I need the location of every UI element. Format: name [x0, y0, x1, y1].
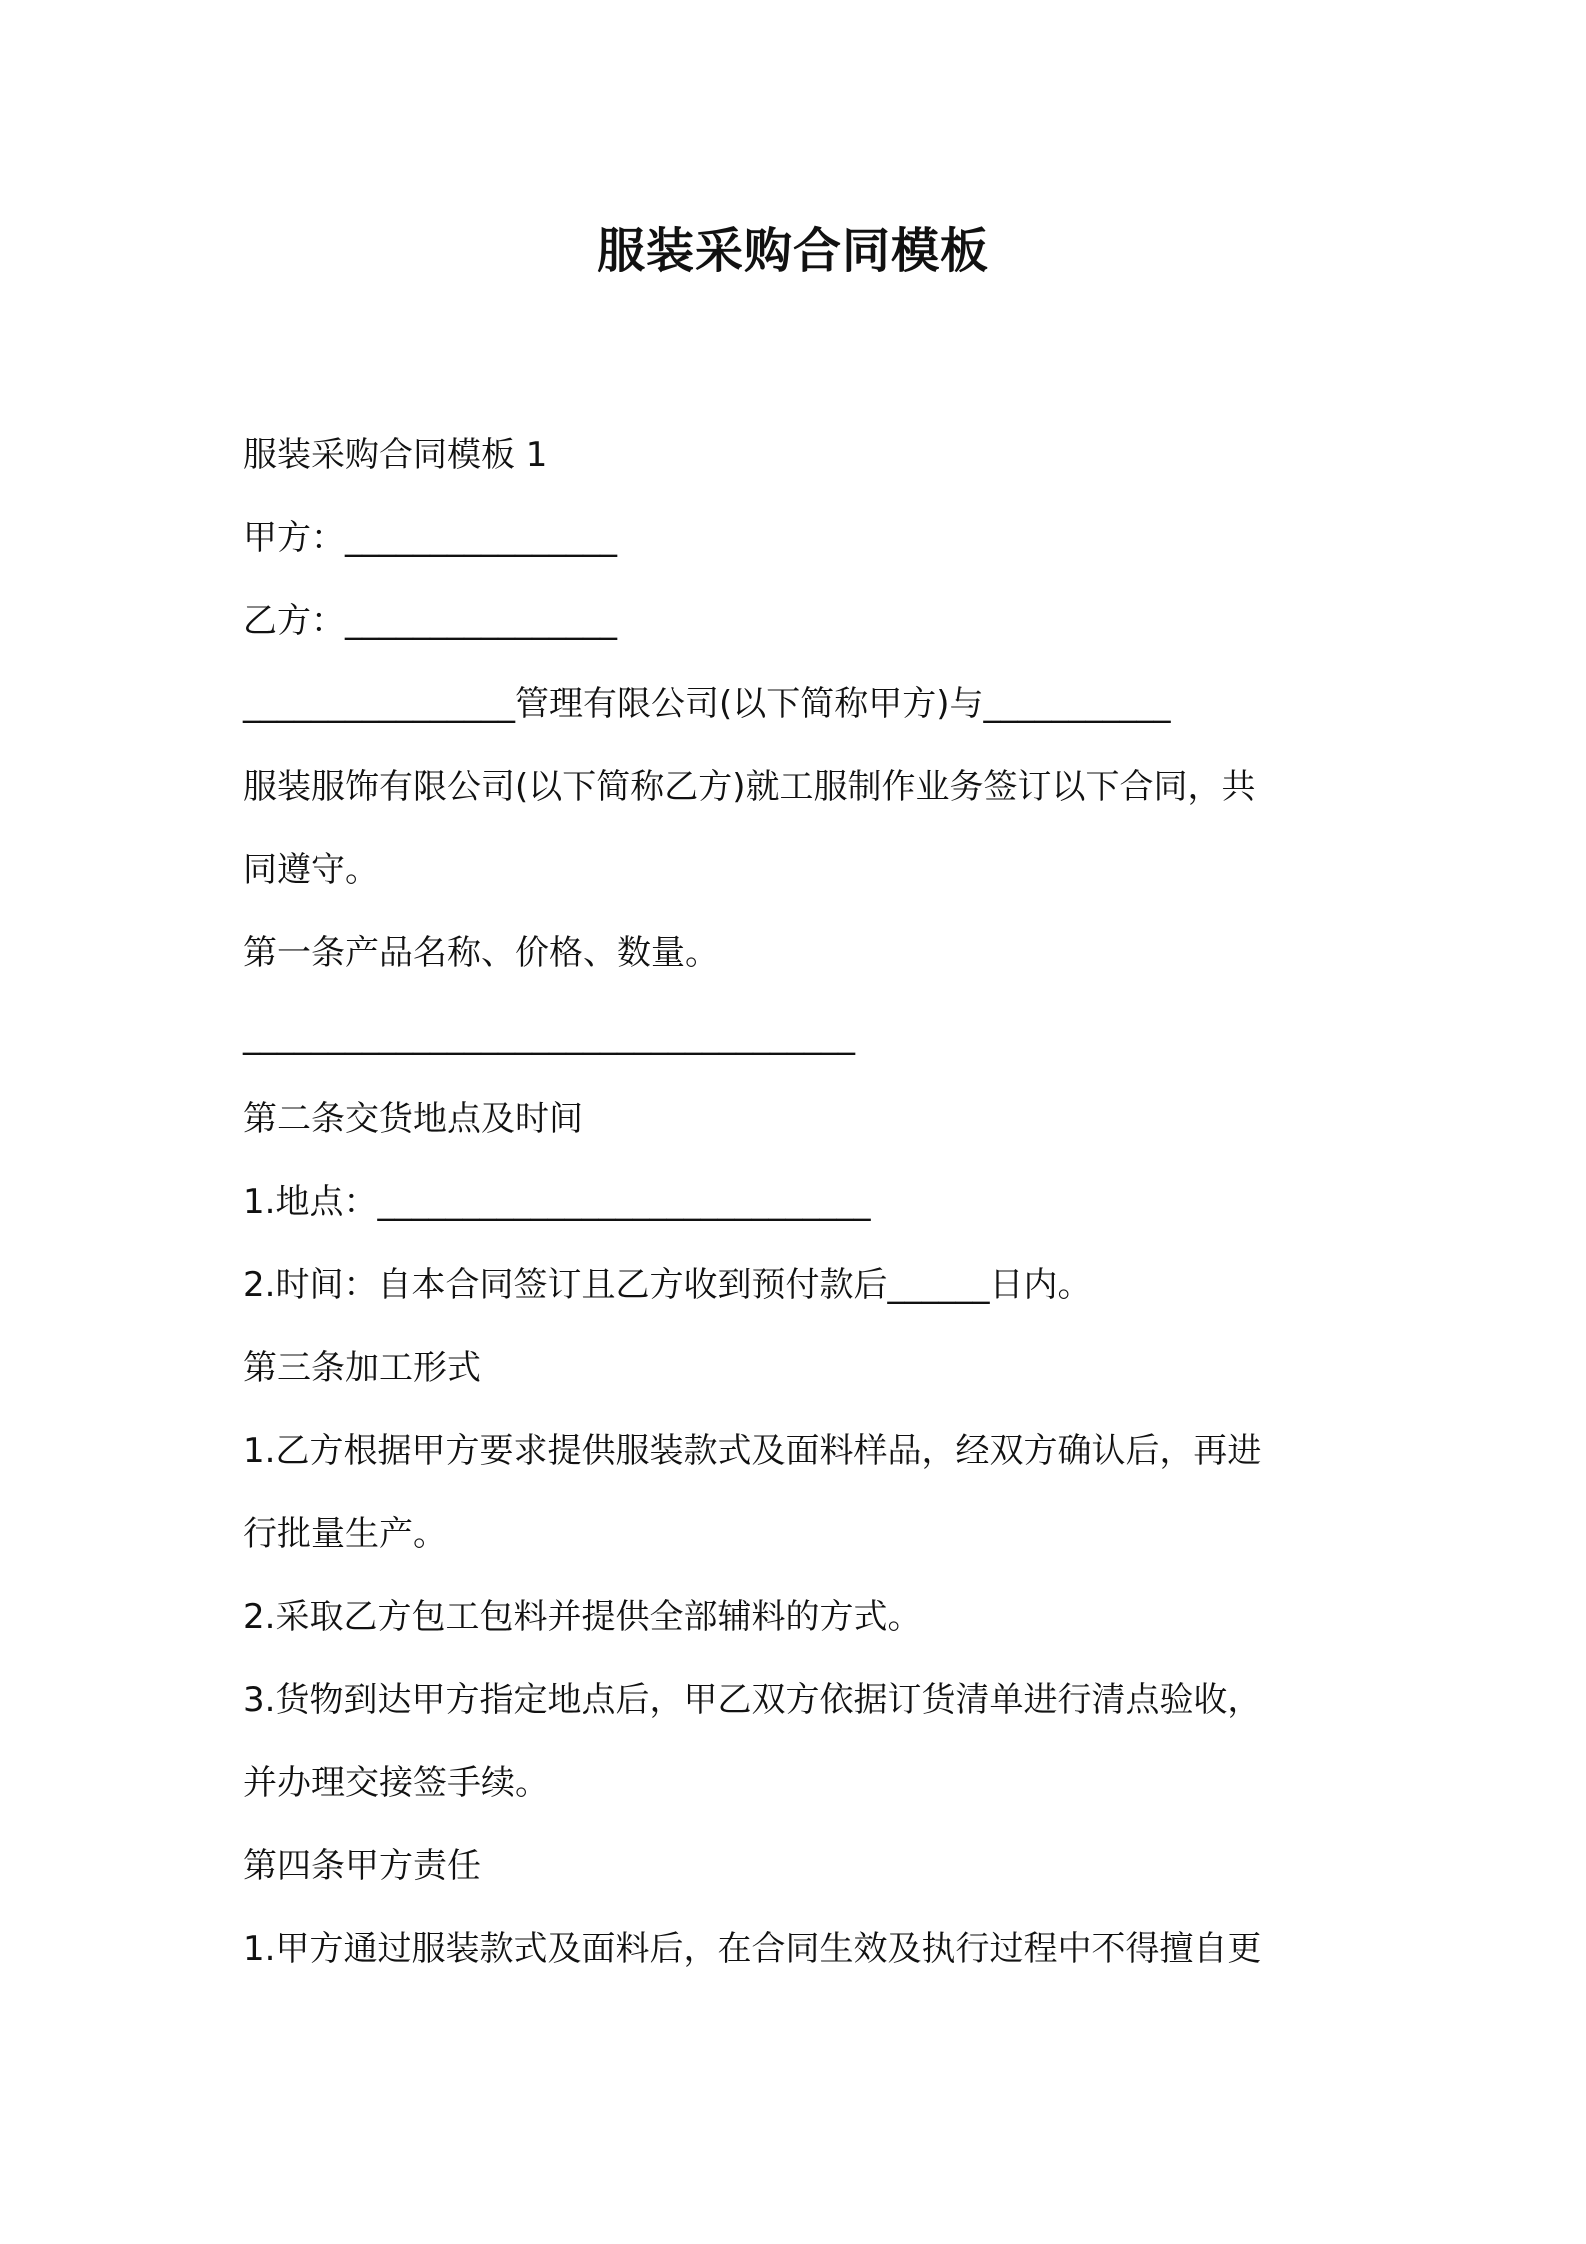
list-item: 2.采取乙方包工包料并提供全部辅料的方式。: [243, 1597, 922, 1637]
paragraph-line: ________________管理有限公司(以下简称甲方)与___________: [243, 684, 1171, 724]
list-item: 并办理交接签手续。: [243, 1763, 549, 1803]
list-item: 行批量生产。: [243, 1514, 447, 1554]
list-item: 3.货物到达甲方指定地点后，甲乙双方依据订货清单进行清点验收，: [243, 1680, 1262, 1720]
party-a-line: 甲方：________________: [243, 518, 617, 558]
document-body: [243, 414, 1363, 1991]
article-heading: 第三条加工形式: [243, 1348, 481, 1388]
party-b-line: 乙方：________________: [243, 601, 617, 641]
paragraph-line: 同遵守。: [243, 850, 379, 890]
article-heading: 第四条甲方责任: [243, 1846, 481, 1886]
article-heading: 第一条产品名称、价格、数量。: [243, 933, 719, 973]
article-heading: 第二条交货地点及时间: [243, 1099, 583, 1139]
list-item: 1.乙方根据甲方要求提供服装款式及面料样品，经双方确认后，再进: [243, 1431, 1262, 1471]
list-item: 1.甲方通过服装款式及面料后，在合同生效及执行过程中不得擅自更: [243, 1929, 1262, 1969]
list-item: 1.地点：_____________________________: [243, 1182, 871, 1222]
list-item: 2.时间：自本合同签订且乙方收到预付款后______日内。: [243, 1265, 1092, 1305]
document-title: 服装采购合同模板: [596, 223, 989, 279]
blank-line: ____________________________________: [243, 1016, 855, 1056]
subtitle-line: 服装采购合同模板 1: [243, 435, 548, 475]
paragraph-line: 服装服饰有限公司(以下简称乙方)就工服制作业务签订以下合同，共: [243, 767, 1256, 807]
